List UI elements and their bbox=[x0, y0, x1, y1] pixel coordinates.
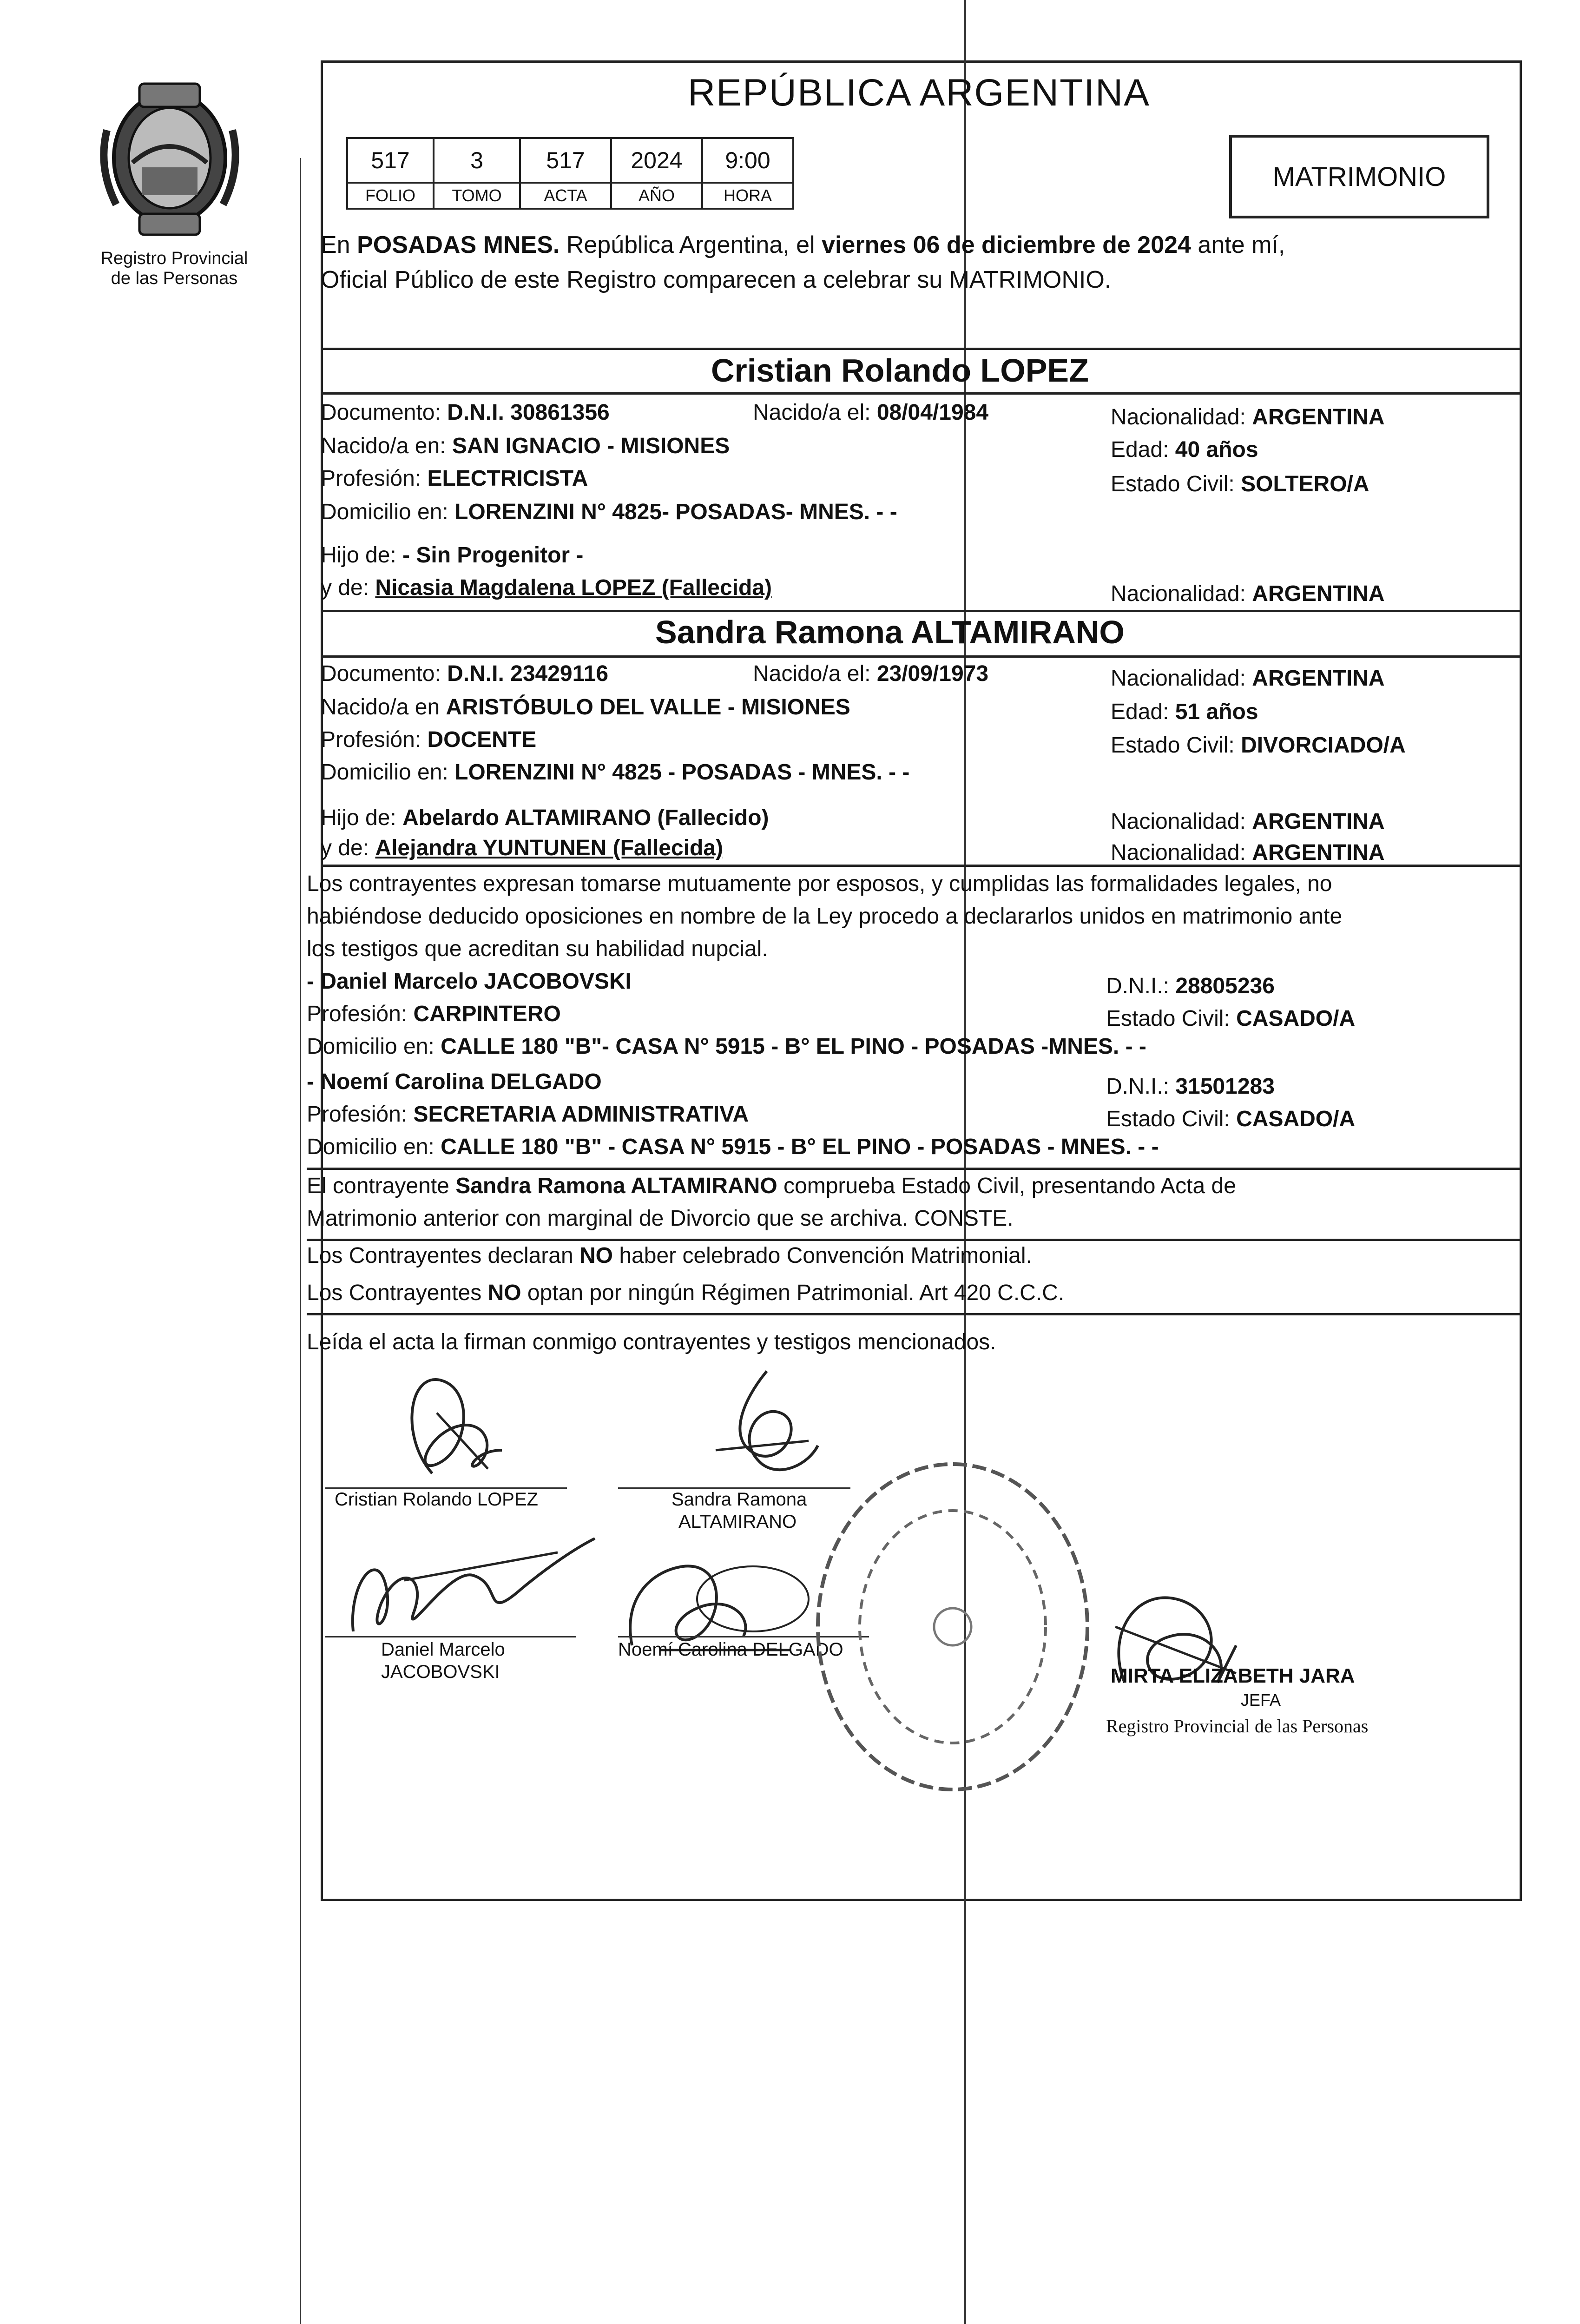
spouse1-nationality bbox=[1111, 403, 1385, 431]
spouse2-mother-value: Alejandra YUNTUNEN (Fallecida) bbox=[375, 836, 724, 860]
spouse2-document bbox=[321, 660, 608, 688]
label: Profesión: bbox=[307, 1002, 414, 1026]
label: Nacido/a en: bbox=[321, 434, 452, 458]
spouse2-birthdate bbox=[753, 660, 988, 688]
witness2-civil-status-value: CASADO/A bbox=[1236, 1107, 1356, 1131]
label: Nacionalidad: bbox=[1111, 581, 1252, 606]
spouse2-profession-value: DOCENTE bbox=[427, 727, 537, 752]
witness1-dni bbox=[1106, 972, 1275, 1000]
spouse1-civil-status bbox=[1111, 470, 1369, 498]
hour-value: 9:00 bbox=[701, 137, 794, 184]
official-role: JEFA bbox=[1241, 1690, 1281, 1710]
folio-label: FOLIO bbox=[346, 182, 434, 210]
spouse1-mother-nationality bbox=[1111, 580, 1385, 608]
spouse1-document-value: D.N.I. 30861356 bbox=[447, 400, 610, 425]
label: Profesión: bbox=[321, 466, 428, 491]
spouse1-age bbox=[1111, 436, 1258, 464]
signature-name-2: JACOBOVSKI bbox=[381, 1662, 500, 1682]
spouse2-profession bbox=[321, 726, 536, 754]
witness1-address-value: CALLE 180 "B"- CASA N° 5915 - B° EL PINO - POSADAS -MNES. - - bbox=[441, 1034, 1146, 1059]
label: Nacido/a en bbox=[321, 695, 446, 720]
spouse2-birthdate-value: 23/09/1973 bbox=[876, 661, 989, 686]
left-margin-line bbox=[300, 158, 301, 2324]
registry-logo-line2: de las Personas bbox=[111, 269, 238, 288]
spouse1-mother-value: Nicasia Magdalena LOPEZ (Fallecida) bbox=[375, 575, 772, 600]
convention1-post: haber celebrado Convención Matrimonial. bbox=[613, 1243, 1032, 1268]
spouse1-profession-value: ELECTRICISTA bbox=[427, 466, 588, 491]
label: Nacionalidad: bbox=[1111, 666, 1252, 691]
witness2-dni bbox=[1106, 1073, 1275, 1101]
witness1-civil-status bbox=[1106, 1005, 1355, 1033]
witness1-profession-value: CARPINTERO bbox=[413, 1002, 561, 1026]
witness1-address bbox=[307, 1033, 1146, 1061]
spouse2-mother-nationality-value: ARGENTINA bbox=[1252, 840, 1385, 865]
spouse2-father-value: Abelardo ALTAMIRANO (Fallecido) bbox=[402, 805, 769, 830]
label: D.N.I.: bbox=[1106, 1074, 1176, 1099]
label: Nacionalidad: bbox=[1111, 809, 1252, 834]
witness2-dni-value: 31501283 bbox=[1175, 1074, 1275, 1099]
spouse1-age-value: 40 años bbox=[1175, 437, 1258, 462]
divider-declaration bbox=[321, 865, 1522, 867]
witness2-name: - Noemí Carolina DELGADO bbox=[307, 1070, 602, 1094]
official-signature-icon bbox=[1097, 1571, 1255, 1710]
spouse1-father-value: - Sin Progenitor - bbox=[402, 543, 584, 568]
tomo-value: 3 bbox=[433, 137, 521, 184]
divider-note bbox=[307, 1168, 1522, 1170]
label: Estado Civil: bbox=[1106, 1107, 1237, 1131]
note-post: comprueba Estado Civil, presentando Acta de bbox=[777, 1174, 1236, 1198]
label: Documento: bbox=[321, 661, 448, 686]
official-name: MIRTA ELIZABETH JARA bbox=[1111, 1664, 1355, 1687]
divider-spouse1-top bbox=[321, 348, 1522, 350]
spouse1-birthplace bbox=[321, 432, 730, 460]
act-type-box bbox=[1229, 135, 1489, 218]
note-line1 bbox=[307, 1172, 1236, 1200]
declaration-line2: habiéndose deducido oposiciones en nombre de la Ley procedo a declararlos unidos en matrimonio ante bbox=[307, 904, 1343, 929]
witness1-dni-value: 28805236 bbox=[1175, 974, 1275, 998]
declaration-line1: Los contrayentes expresan tomarse mutuamente por esposos, y cumplidas las formalidades legales, no bbox=[307, 872, 1332, 896]
divider-spouse2-header bbox=[321, 655, 1522, 658]
signature-name: Noemí Carolina DELGADO bbox=[618, 1639, 843, 1660]
divider-convention bbox=[307, 1239, 1522, 1241]
spouse2-civil-status-value: DIVORCIADO/A bbox=[1241, 733, 1406, 758]
label: Edad: bbox=[1111, 700, 1175, 724]
intro-date: viernes 06 de diciembre de 2024 bbox=[822, 231, 1191, 258]
label: Edad: bbox=[1111, 437, 1175, 462]
handwritten-signature-icon bbox=[335, 1520, 613, 1650]
spouse1-mother-nationality-value: ARGENTINA bbox=[1252, 581, 1385, 606]
spouse2-document-value: D.N.I. 23429116 bbox=[447, 661, 609, 686]
intro-mid: República Argentina, el bbox=[560, 231, 822, 258]
spouse1-address-value: LORENZINI N° 4825- POSADAS- MNES. - - bbox=[454, 500, 897, 524]
label: Domicilio en: bbox=[321, 760, 455, 785]
label: Nacionalidad: bbox=[1111, 405, 1252, 429]
act-type-label: MATRIMONIO bbox=[1272, 161, 1446, 192]
signature-name: Cristian Rolando LOPEZ bbox=[335, 1489, 538, 1510]
divider-closing bbox=[307, 1313, 1522, 1315]
spouse1-birthplace-value: SAN IGNACIO - MISIONES bbox=[452, 434, 730, 458]
spouse2-nationality bbox=[1111, 665, 1385, 693]
acta-value: 517 bbox=[519, 137, 612, 184]
spouse1-mother bbox=[321, 574, 772, 602]
witness1-name: - Daniel Marcelo JACOBOVSKI bbox=[307, 969, 632, 994]
official-round-stamp-icon bbox=[804, 1450, 1101, 1803]
label: Estado Civil: bbox=[1106, 1006, 1237, 1031]
province-seal-icon bbox=[88, 74, 251, 242]
label: Estado Civil: bbox=[1111, 472, 1241, 496]
spouse2-address bbox=[321, 759, 909, 786]
intro-pre: En bbox=[321, 231, 357, 258]
signature-name-2: ALTAMIRANO bbox=[678, 1512, 797, 1532]
note-name: Sandra Ramona ALTAMIRANO bbox=[455, 1174, 777, 1198]
label: Profesión: bbox=[321, 727, 428, 752]
label: Documento: bbox=[321, 400, 448, 425]
note-line2: Matrimonio anterior con marginal de Divorcio que se archiva. CONSTE. bbox=[307, 1206, 1014, 1231]
spouse2-father-nationality bbox=[1111, 808, 1385, 836]
declaration-line3: los testigos que acreditan su habilidad nupcial. bbox=[307, 937, 768, 961]
convention2-pre: Los Contrayentes bbox=[307, 1281, 488, 1305]
witness1-profession bbox=[307, 1000, 561, 1028]
closing-text: Leída el acta la firman conmigo contrayentes y testigos mencionados. bbox=[307, 1330, 996, 1354]
label: y de: bbox=[321, 575, 375, 600]
witness2-civil-status bbox=[1106, 1105, 1355, 1133]
spouse1-father bbox=[321, 541, 583, 569]
signature-name-1: Daniel Marcelo bbox=[381, 1639, 505, 1660]
year-label: AÑO bbox=[610, 182, 703, 210]
label: D.N.I.: bbox=[1106, 974, 1176, 998]
witness2-profession-value: SECRETARIA ADMINISTRATIVA bbox=[413, 1102, 749, 1127]
convention1-pre: Los Contrayentes declaran bbox=[307, 1243, 580, 1268]
spouse2-address-value: LORENZINI N° 4825 - POSADAS - MNES. - - bbox=[454, 760, 910, 785]
convention1-bold: NO bbox=[579, 1243, 613, 1268]
convention2-post: optan por ningún Régimen Patrimonial. Art 420 C.C.C. bbox=[521, 1281, 1065, 1305]
convention-line2 bbox=[307, 1279, 1064, 1307]
label: Domicilio en: bbox=[321, 500, 455, 524]
intro-line2: Oficial Público de este Registro comparecen a celebrar su MATRIMONIO. bbox=[321, 266, 1112, 293]
spouse1-civil-status-value: SOLTERO/A bbox=[1241, 472, 1369, 496]
spouse2-birthplace-value: ARISTÓBULO DEL VALLE - MISIONES bbox=[446, 695, 850, 720]
folio-value: 517 bbox=[346, 137, 434, 184]
spouse1-document bbox=[321, 399, 610, 427]
hour-label: HORA bbox=[701, 182, 794, 210]
spouse1-nationality-value: ARGENTINA bbox=[1252, 405, 1385, 429]
witness1-civil-status-value: CASADO/A bbox=[1236, 1006, 1356, 1031]
spouse2-name: Sandra Ramona ALTAMIRANO bbox=[655, 614, 1125, 650]
spouse2-birthplace bbox=[321, 693, 850, 721]
tomo-label: TOMO bbox=[433, 182, 521, 210]
convention2-bold: NO bbox=[487, 1281, 521, 1305]
spouse2-nationality-value: ARGENTINA bbox=[1252, 666, 1385, 691]
label: Profesión: bbox=[307, 1102, 414, 1127]
label: Domicilio en: bbox=[307, 1135, 441, 1159]
divider-spouse2-top bbox=[321, 610, 1522, 612]
label: Hijo de: bbox=[321, 543, 403, 568]
divider-spouse1-header bbox=[321, 392, 1522, 395]
spouse2-father bbox=[321, 804, 769, 832]
label: Nacionalidad: bbox=[1111, 840, 1252, 865]
spouse1-address bbox=[321, 498, 897, 526]
spouse1-birthdate bbox=[753, 399, 988, 427]
spouse1-profession bbox=[321, 465, 588, 493]
witness2-address-value: CALLE 180 "B" - CASA N° 5915 - B° EL PINO - POSADAS - MNES. - - bbox=[441, 1135, 1159, 1159]
label: y de: bbox=[321, 836, 375, 860]
label: Nacido/a el: bbox=[753, 661, 877, 686]
intro-place: POSADAS MNES. bbox=[357, 231, 560, 258]
spouse1-name: Cristian Rolando LOPEZ bbox=[711, 352, 1089, 389]
witness2-address bbox=[307, 1133, 1159, 1161]
spouse1-birthdate-value: 08/04/1984 bbox=[876, 400, 989, 425]
year-value: 2024 bbox=[610, 137, 703, 184]
convention-line1 bbox=[307, 1242, 1032, 1270]
note-pre: El contrayente bbox=[307, 1174, 456, 1198]
handwritten-signature-icon bbox=[362, 1357, 548, 1497]
acta-label: ACTA bbox=[519, 182, 612, 210]
spouse2-civil-status bbox=[1111, 732, 1406, 759]
spouse2-age-value: 51 años bbox=[1175, 700, 1258, 724]
intro-post: ante mí, bbox=[1191, 231, 1285, 258]
spouse2-age bbox=[1111, 698, 1258, 726]
witness2-profession bbox=[307, 1101, 749, 1129]
intro-line1 bbox=[321, 230, 1285, 260]
signature-name-1: Sandra Ramona bbox=[672, 1489, 807, 1510]
page-title: REPÚBLICA ARGENTINA bbox=[688, 72, 1150, 114]
label: Nacido/a el: bbox=[753, 400, 877, 425]
signature-line bbox=[325, 1636, 576, 1637]
registry-logo-line1: Registro Provincial bbox=[100, 249, 248, 268]
official-office: Registro Provincial de las Personas bbox=[1106, 1716, 1369, 1736]
registry-logo bbox=[88, 74, 251, 242]
spouse2-mother-nationality bbox=[1111, 839, 1385, 867]
label: Estado Civil: bbox=[1111, 733, 1241, 758]
spouse2-mother bbox=[321, 834, 723, 862]
spouse2-father-nationality-value: ARGENTINA bbox=[1252, 809, 1385, 834]
label: Domicilio en: bbox=[307, 1034, 441, 1059]
label: Hijo de: bbox=[321, 805, 403, 830]
